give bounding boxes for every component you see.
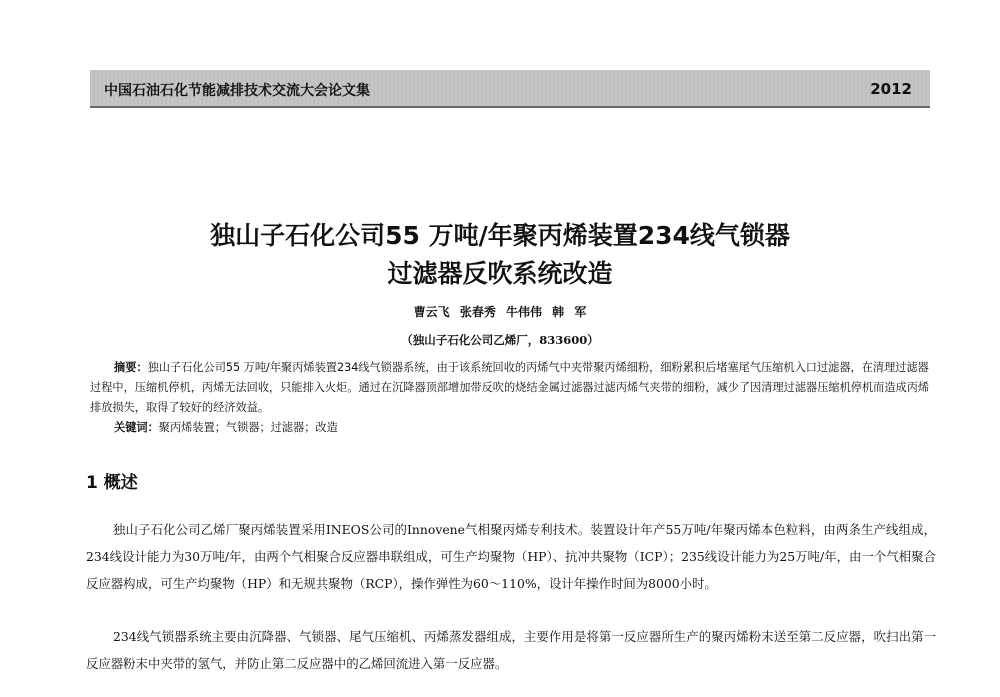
keywords bbox=[114, 419, 338, 435]
section-heading: 1 概述 bbox=[86, 473, 138, 493]
paper-title-line1: 独山子石化公司55 万吨/年聚丙烯装置234线气锁器 bbox=[210, 221, 790, 250]
body-paragraph-1: 独山子石化公司乙烯厂聚丙烯装置采用INEOS公司的Innovene气相聚丙烯专利技术。装置设计年产55万吨/年聚丙烯本色粒料，由两条生产线组成，234线设计能力为30万吨/年，由两个气相聚合反应器串联组成，可生产均聚物（HP）、抗冲共聚物（ICP）；235线设计能力为25万吨/年，由一个气相聚合反应器构成，可生产均聚物（HP）和无规共聚物（RCP），操作弹性为60～110%，设计年操作时间为8000小时。 bbox=[86, 522, 936, 591]
abstract-text: 独山子石化公司55 万吨/年聚丙烯装置234线气锁器系统，由于该系统回收的丙烯气中夹带聚丙烯细粉，细粉累积后堵塞尾气压缩机入口过滤器，在清理过滤器过程中，压缩机停机，丙烯无法回收，只能排入火炬。通过在沉降器顶部增加带反吹的烧结金属过滤器过滤丙烯气夹带的细粉，减少了因清理过滤器压缩机停机而造成丙烯排放损失，取得了较好的经济效益。 bbox=[90, 361, 930, 414]
affiliation: （独山子石化公司乙烯厂，833600） bbox=[401, 333, 599, 347]
keywords-label: 关键词： bbox=[114, 421, 159, 434]
keywords-text: 聚丙烯装置；气锁器；过滤器；改造 bbox=[158, 421, 338, 434]
journal-title: 中国石油石化节能减排技术交流大会论文集 bbox=[104, 83, 370, 99]
abstract-label: 摘要： bbox=[114, 361, 148, 374]
paper-title-line2: 过滤器反吹系统改造 bbox=[387, 259, 613, 288]
abstract bbox=[90, 358, 940, 418]
journal-year: 2012 bbox=[870, 80, 912, 98]
authors: 曹云飞 张春秀 牛伟伟 韩 军 bbox=[413, 305, 587, 319]
body-paragraph-2: 234线气锁器系统主要由沉降器、气锁器、尾气压缩机、丙烯蒸发器组成，主要作用是将第一反应器所生产的聚丙烯粉末送至第二反应器，吹扫出第一反应器粉末中夹带的氢气，并防止第二反应器中的乙烯回流进入第一反应器。 bbox=[86, 629, 936, 671]
